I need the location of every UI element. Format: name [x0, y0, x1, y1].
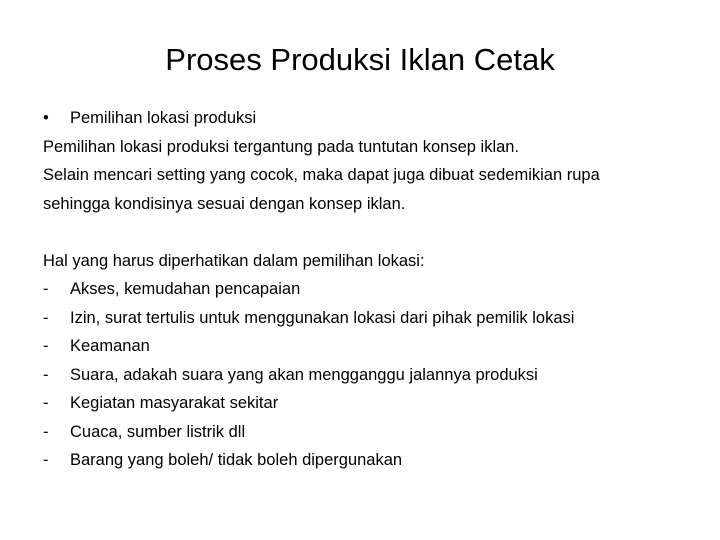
slide-title: Proses Produksi Iklan Cetak [165, 42, 555, 77]
list-item [43, 446, 703, 475]
dash-marker: - [43, 394, 49, 412]
list-intro: Hal yang harus diperhatikan dalam pemilihan lokasi: [43, 251, 425, 270]
list-item [43, 304, 703, 333]
list-item-text: Keamanan [70, 337, 150, 355]
list-item [43, 418, 703, 447]
list-item-text: Barang yang boleh/ tidak boleh dipergunakan [70, 451, 403, 469]
list-item [43, 332, 703, 361]
spacer [43, 218, 703, 247]
list-item [43, 361, 703, 390]
bullet-icon: • [43, 109, 49, 127]
paragraph-line-2: Selain mencari setting yang cocok, maka dapat juga dibuat sedemikian rupa [43, 166, 600, 184]
dash-marker: - [43, 365, 49, 384]
list-item-text: Kegiatan masyarakat sekitar [70, 394, 279, 412]
dash-marker: - [43, 280, 49, 298]
consideration-list [43, 275, 703, 475]
paragraph-line-1: Pemilihan lokasi produksi tergantung pada tuntutan konsep iklan. [43, 137, 520, 156]
paragraph-line-3: sehingga kondisinya sesuai dengan konsep iklan. [43, 194, 406, 213]
list-item-text: Akses, kemudahan pencapaian [70, 280, 301, 298]
slide-body [43, 104, 703, 475]
list-item-text: Suara, adakah suara yang akan mengganggu jalannya produksi [70, 365, 538, 384]
list-item-text: Cuaca, sumber listrik dll [70, 422, 246, 441]
section-heading-row [43, 104, 703, 133]
dash-marker: - [43, 451, 49, 469]
dash-marker: - [43, 422, 49, 441]
dash-marker: - [43, 337, 49, 355]
dash-marker: - [43, 308, 49, 327]
list-item [43, 275, 703, 304]
list-item-text: Izin, surat tertulis untuk menggunakan lokasi dari pihak pemilik lokasi [70, 308, 575, 327]
section-heading: Pemilihan lokasi produksi [70, 109, 257, 127]
list-item [43, 389, 703, 418]
